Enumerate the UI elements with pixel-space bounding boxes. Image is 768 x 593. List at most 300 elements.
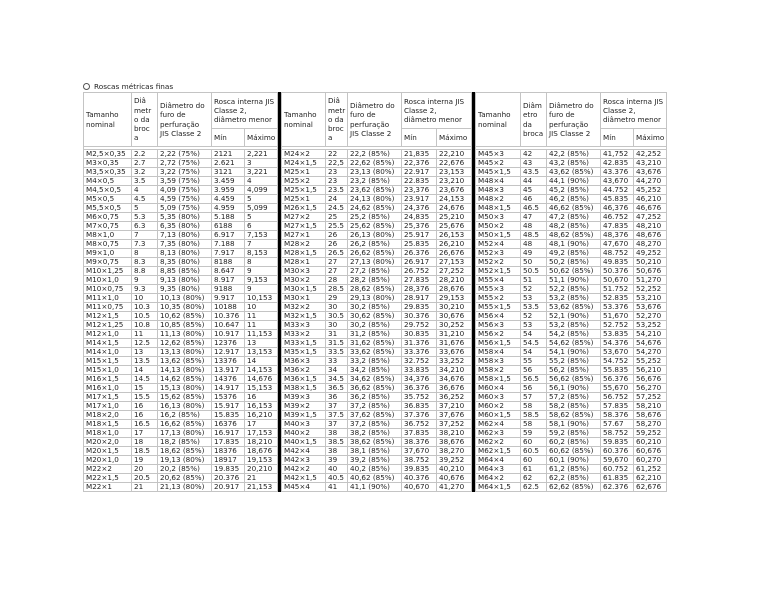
min-cell: 5.188 <box>212 213 245 222</box>
hole-cell: 42,2 (85%) <box>547 150 601 159</box>
max-cell: 28,210 <box>437 276 472 285</box>
hole-cell: 25,62 (85%) <box>348 222 402 231</box>
hole-cell: 40,62 (85%) <box>348 474 402 483</box>
max-cell: 38,676 <box>437 438 472 447</box>
hole-cell: 53,62 (85%) <box>547 303 601 312</box>
min-cell: 42.835 <box>601 159 634 168</box>
drill-cell: 46.5 <box>521 204 547 213</box>
min-cell: 8188 <box>212 258 245 267</box>
max-cell: 14,153 <box>245 366 278 375</box>
min-cell: 59.835 <box>601 438 634 447</box>
table-row <box>84 150 278 159</box>
hole-cell: 8,35 (80%) <box>158 258 212 267</box>
drill-cell: 38 <box>326 429 348 438</box>
size-cell: M64×2 <box>476 474 521 483</box>
drill-cell: 57 <box>521 393 547 402</box>
drill-cell: 52 <box>521 285 547 294</box>
drill-cell: 47 <box>521 213 547 222</box>
table-row <box>476 258 667 267</box>
hole-cell: 41,1 (90%) <box>348 483 402 492</box>
thread-table-group-3 <box>475 92 667 492</box>
min-cell: 51,670 <box>601 312 634 321</box>
drill-cell: 23 <box>326 177 348 186</box>
table-row <box>476 393 667 402</box>
min-cell: 58.752 <box>601 429 634 438</box>
hole-cell: 18,62 (85%) <box>158 447 212 456</box>
max-cell: 44,270 <box>634 177 667 186</box>
hole-cell: 37,2 (85%) <box>348 402 402 411</box>
size-cell: M42×2 <box>282 465 326 474</box>
max-cell: 46,676 <box>634 204 667 213</box>
max-cell: 11 <box>245 312 278 321</box>
min-cell: 49.835 <box>601 258 634 267</box>
drill-cell: 2.7 <box>132 159 158 168</box>
table-row <box>84 222 278 231</box>
drill-cell: 21 <box>132 483 158 492</box>
drill-cell: 10.5 <box>132 312 158 321</box>
table-row <box>476 420 667 429</box>
table-row <box>282 240 472 249</box>
max-cell: 18,210 <box>245 438 278 447</box>
table-row <box>476 303 667 312</box>
min-cell: 60.752 <box>601 465 634 474</box>
table-row <box>282 294 472 303</box>
drill-cell: 18 <box>132 438 158 447</box>
table-row <box>84 393 278 402</box>
drill-cell: 54 <box>521 330 547 339</box>
max-cell: 18,676 <box>245 447 278 456</box>
min-cell: 50,670 <box>601 276 634 285</box>
hole-cell: 23,2 (85%) <box>348 177 402 186</box>
size-cell: M42×4 <box>282 447 326 456</box>
max-cell: 38,270 <box>437 447 472 456</box>
min-cell: 18376 <box>212 447 245 456</box>
drill-cell: 20 <box>132 465 158 474</box>
max-cell: 23,676 <box>437 186 472 195</box>
drill-cell: 43.5 <box>521 168 547 177</box>
table-row <box>476 366 667 375</box>
max-cell: 54,270 <box>634 348 667 357</box>
size-cell: M8×0,75 <box>84 240 132 249</box>
drill-cell: 62 <box>521 474 547 483</box>
max-cell: 17 <box>245 420 278 429</box>
drill-cell: 54.5 <box>521 339 547 348</box>
max-cell: 56,676 <box>634 375 667 384</box>
hole-cell: 2,72 (75%) <box>158 159 212 168</box>
min-cell: 13376 <box>212 357 245 366</box>
size-cell: M30×1,5 <box>282 285 326 294</box>
hole-cell: 39,2 (85%) <box>348 456 402 465</box>
drill-cell: 38.5 <box>326 438 348 447</box>
size-cell: M56×2 <box>476 330 521 339</box>
max-cell: 45,252 <box>634 186 667 195</box>
table-row <box>84 186 278 195</box>
hole-cell: 8,13 (80%) <box>158 249 212 258</box>
max-cell: 46,210 <box>634 195 667 204</box>
hole-cell: 13,62 (85%) <box>158 357 212 366</box>
max-cell: 13 <box>245 339 278 348</box>
min-cell: 13.917 <box>212 366 245 375</box>
drill-cell: 36.5 <box>326 384 348 393</box>
size-cell: M56×1,5 <box>476 339 521 348</box>
drill-cell: 50 <box>521 258 547 267</box>
max-cell: 30,676 <box>437 312 472 321</box>
table-row <box>84 303 278 312</box>
header-hole: Diâmetro do furo de perfuração JIS Classe 2 <box>158 93 212 147</box>
size-cell: M60×1,5 <box>476 411 521 420</box>
hole-cell: 36,62 (85%) <box>348 384 402 393</box>
min-cell: 6.917 <box>212 231 245 240</box>
header-thread: Rosca interna JIS Classe 2, diâmetro menor <box>601 93 667 129</box>
drill-cell: 60.5 <box>521 447 547 456</box>
table-row <box>476 402 667 411</box>
header-size: Tamanho nominal <box>476 93 521 147</box>
drill-cell: 26 <box>326 240 348 249</box>
size-cell: M4,5×0,5 <box>84 186 132 195</box>
max-cell: 60,270 <box>634 456 667 465</box>
size-cell: M40×2 <box>282 429 326 438</box>
size-cell: M39×3 <box>282 393 326 402</box>
min-cell: 46.752 <box>601 213 634 222</box>
size-cell: M30×1 <box>282 294 326 303</box>
min-cell: 44.752 <box>601 186 634 195</box>
min-cell: 29.835 <box>402 303 437 312</box>
min-cell: 56.376 <box>601 375 634 384</box>
hole-cell: 53,2 (85%) <box>547 321 601 330</box>
hole-cell: 28,62 (85%) <box>348 285 402 294</box>
hole-cell: 50,62 (85%) <box>547 267 601 276</box>
size-cell: M60×2 <box>476 402 521 411</box>
min-cell: 52.835 <box>601 294 634 303</box>
drill-cell: 25.5 <box>326 222 348 231</box>
hole-cell: 43,62 (85%) <box>547 168 601 177</box>
min-cell: 43,670 <box>601 177 634 186</box>
table-row <box>282 465 472 474</box>
max-cell: 56,270 <box>634 384 667 393</box>
table-row <box>84 213 278 222</box>
drill-cell: 59 <box>521 429 547 438</box>
min-cell: 46,376 <box>601 204 634 213</box>
min-cell: 16.917 <box>212 429 245 438</box>
size-cell: M25×2 <box>282 177 326 186</box>
max-cell: 57,252 <box>634 393 667 402</box>
hole-cell: 50,2 (85%) <box>547 258 601 267</box>
min-cell: 24,835 <box>402 213 437 222</box>
hole-cell: 24,13 (80%) <box>348 195 402 204</box>
hole-cell: 17,13 (80%) <box>158 429 212 438</box>
table-row <box>282 222 472 231</box>
size-cell: M45×4 <box>282 483 326 492</box>
max-cell: 53,210 <box>634 294 667 303</box>
table-row <box>84 348 278 357</box>
size-cell: M64×4 <box>476 456 521 465</box>
table-row <box>282 429 472 438</box>
hole-cell: 2,22 (75%) <box>158 150 212 159</box>
max-cell: 26,210 <box>437 240 472 249</box>
circle-icon <box>83 83 90 90</box>
table-row <box>476 465 667 474</box>
drill-cell: 16 <box>132 411 158 420</box>
max-cell: 43,676 <box>634 168 667 177</box>
size-cell: M4×0,5 <box>84 177 132 186</box>
header-hole: Diâmetro do furo de perfuração JIS Classe 2 <box>547 93 601 147</box>
table-row <box>84 195 278 204</box>
table-row <box>282 285 472 294</box>
table-row <box>282 177 472 186</box>
hole-cell: 9,13 (80%) <box>158 276 212 285</box>
hole-cell: 59,2 (85%) <box>547 429 601 438</box>
size-cell: M22×1,5 <box>84 474 132 483</box>
max-cell: 30,210 <box>437 303 472 312</box>
table-row <box>476 312 667 321</box>
table-row <box>282 159 472 168</box>
table-row <box>476 195 667 204</box>
drill-cell: 30.5 <box>326 312 348 321</box>
table-row <box>84 240 278 249</box>
table-row <box>476 411 667 420</box>
table-row <box>282 357 472 366</box>
min-cell: 8.917 <box>212 276 245 285</box>
drill-cell: 15 <box>132 384 158 393</box>
max-cell: 54,210 <box>634 330 667 339</box>
header-thread: Rosca interna JIS Classe 2, diâmetro menor <box>212 93 278 129</box>
table-row <box>84 465 278 474</box>
size-cell: M8×1,0 <box>84 231 132 240</box>
hole-cell: 38,1 (85%) <box>348 447 402 456</box>
table-row <box>476 357 667 366</box>
table-row <box>84 456 278 465</box>
table-row <box>476 177 667 186</box>
min-cell: 15.917 <box>212 402 245 411</box>
size-cell: M9×0,75 <box>84 258 132 267</box>
drill-cell: 53 <box>521 294 547 303</box>
drill-cell: 29 <box>326 294 348 303</box>
table-row <box>476 438 667 447</box>
table-row <box>84 429 278 438</box>
header-max: Máximo <box>245 129 278 147</box>
hole-cell: 28,2 (85%) <box>348 276 402 285</box>
table-row <box>476 447 667 456</box>
min-cell: 10188 <box>212 303 245 312</box>
drill-cell: 51 <box>521 276 547 285</box>
size-cell: M15×1,5 <box>84 357 132 366</box>
hole-cell: 31,2 (85%) <box>348 330 402 339</box>
max-cell: 39,252 <box>437 456 472 465</box>
size-cell: M48×3 <box>476 186 521 195</box>
table-row <box>282 204 472 213</box>
size-cell: M64×3 <box>476 465 521 474</box>
hole-cell: 48,62 (85%) <box>547 231 601 240</box>
size-cell: M36×1,5 <box>282 375 326 384</box>
hole-cell: 26,2 (85%) <box>348 240 402 249</box>
size-cell: M20×2,0 <box>84 438 132 447</box>
hole-cell: 45,2 (85%) <box>547 186 601 195</box>
size-cell: M52×2 <box>476 258 521 267</box>
table-row <box>476 222 667 231</box>
table-row <box>476 240 667 249</box>
min-cell: 12.917 <box>212 348 245 357</box>
size-cell: M50×3 <box>476 213 521 222</box>
max-cell: 28,676 <box>437 285 472 294</box>
min-cell: 39.835 <box>402 465 437 474</box>
max-cell: 19,153 <box>245 456 278 465</box>
min-cell: 41,752 <box>601 150 634 159</box>
drill-cell: 33 <box>326 357 348 366</box>
hole-cell: 46,62 (85%) <box>547 204 601 213</box>
min-cell: 53.835 <box>601 330 634 339</box>
max-cell: 16 <box>245 393 278 402</box>
size-cell: M48×4 <box>476 177 521 186</box>
size-cell: M12×1,25 <box>84 321 132 330</box>
drill-cell: 7 <box>132 231 158 240</box>
hole-cell: 52,2 (85%) <box>547 285 601 294</box>
drill-cell: 44 <box>521 177 547 186</box>
size-cell: M45×3 <box>476 150 521 159</box>
size-cell: M62×3 <box>476 429 521 438</box>
max-cell: 22,676 <box>437 159 472 168</box>
table-row <box>84 294 278 303</box>
hole-cell: 12,62 (85%) <box>158 339 212 348</box>
drill-cell: 41 <box>326 483 348 492</box>
min-cell: 56.752 <box>601 393 634 402</box>
min-cell: 30.835 <box>402 330 437 339</box>
size-cell: M58×1,5 <box>476 375 521 384</box>
table-row <box>84 312 278 321</box>
max-cell: 5,099 <box>245 204 278 213</box>
max-cell: 54,676 <box>634 339 667 348</box>
drill-cell: 5 <box>132 204 158 213</box>
hole-cell: 57,2 (85%) <box>547 393 601 402</box>
header-size: Tamanho nominal <box>282 93 326 147</box>
max-cell: 7,153 <box>245 231 278 240</box>
table-row <box>282 195 472 204</box>
drill-cell: 45 <box>521 186 547 195</box>
size-cell: M30×3 <box>282 267 326 276</box>
hole-cell: 54,2 (85%) <box>547 330 601 339</box>
min-cell: 7.917 <box>212 249 245 258</box>
max-cell: 37,676 <box>437 411 472 420</box>
max-cell: 48,676 <box>634 231 667 240</box>
hole-cell: 23,13 (80%) <box>348 168 402 177</box>
min-cell: 37.835 <box>402 429 437 438</box>
hole-cell: 47,2 (85%) <box>547 213 601 222</box>
min-cell: 15376 <box>212 393 245 402</box>
min-cell: 26.376 <box>402 249 437 258</box>
min-cell: 10.917 <box>212 330 245 339</box>
size-cell: M58×2 <box>476 366 521 375</box>
min-cell: 38.376 <box>402 438 437 447</box>
hole-cell: 62,62 (85%) <box>547 483 601 492</box>
drill-cell: 58.5 <box>521 411 547 420</box>
hole-cell: 15,62 (85%) <box>158 393 212 402</box>
hole-cell: 37,2 (85%) <box>348 420 402 429</box>
max-cell: 60,210 <box>634 438 667 447</box>
hole-cell: 27,2 (85%) <box>348 267 402 276</box>
max-cell: 36,252 <box>437 393 472 402</box>
min-cell: 52.752 <box>601 321 634 330</box>
min-cell: 36.835 <box>402 402 437 411</box>
drill-cell: 17 <box>132 429 158 438</box>
min-cell: 3.959 <box>212 186 245 195</box>
hole-cell: 7,35 (80%) <box>158 240 212 249</box>
max-cell: 52,270 <box>634 312 667 321</box>
table-row <box>84 474 278 483</box>
min-cell: 36.376 <box>402 384 437 393</box>
size-cell: M36×3 <box>282 357 326 366</box>
size-cell: M55×1,5 <box>476 303 521 312</box>
max-cell: 13,153 <box>245 348 278 357</box>
hole-cell: 60,1 (90%) <box>547 456 601 465</box>
max-cell: 4 <box>245 177 278 186</box>
size-cell: M42×3 <box>282 456 326 465</box>
table-row <box>282 186 472 195</box>
size-cell: M10×1,25 <box>84 267 132 276</box>
size-cell: M58×4 <box>476 348 521 357</box>
table-row <box>476 456 667 465</box>
max-cell: 31,676 <box>437 339 472 348</box>
table-row <box>476 285 667 294</box>
max-cell: 43,210 <box>634 159 667 168</box>
max-cell: 60,676 <box>634 447 667 456</box>
hole-cell: 24,62 (85%) <box>348 204 402 213</box>
size-cell: M28×2 <box>282 240 326 249</box>
hole-cell: 43,2 (85%) <box>547 159 601 168</box>
hole-cell: 38,62 (85%) <box>348 438 402 447</box>
drill-cell: 8.8 <box>132 267 158 276</box>
drill-cell: 54 <box>521 348 547 357</box>
max-cell: 58,210 <box>634 402 667 411</box>
table-row <box>84 438 278 447</box>
table-caption <box>83 82 173 91</box>
size-cell: M52×4 <box>476 240 521 249</box>
hole-cell: 61,2 (85%) <box>547 465 601 474</box>
size-cell: M11×0,75 <box>84 303 132 312</box>
max-cell: 11,153 <box>245 330 278 339</box>
size-cell: M42×1,5 <box>282 474 326 483</box>
max-cell: 34,676 <box>437 375 472 384</box>
size-cell: M3,5×0,35 <box>84 168 132 177</box>
min-cell: 55.835 <box>601 366 634 375</box>
drill-cell: 61 <box>521 465 547 474</box>
table-row <box>282 402 472 411</box>
size-cell: M64×1,5 <box>476 483 521 492</box>
max-cell: 31,210 <box>437 330 472 339</box>
min-cell: 22.835 <box>402 177 437 186</box>
size-cell: M45×1,5 <box>476 168 521 177</box>
max-cell: 27,153 <box>437 258 472 267</box>
size-cell: M14×1,0 <box>84 348 132 357</box>
min-cell: 2121 <box>212 150 245 159</box>
max-cell: 2,221 <box>245 150 278 159</box>
drill-cell: 14 <box>132 366 158 375</box>
max-cell: 24,153 <box>437 195 472 204</box>
size-cell: M32×2 <box>282 303 326 312</box>
size-cell: M12×1,0 <box>84 330 132 339</box>
min-cell: 25,376 <box>402 222 437 231</box>
size-cell: M33×2 <box>282 330 326 339</box>
min-cell: 21,835 <box>402 150 437 159</box>
table-row <box>476 186 667 195</box>
size-cell: M30×2 <box>282 276 326 285</box>
max-cell: 10,153 <box>245 294 278 303</box>
drill-cell: 28 <box>326 276 348 285</box>
min-cell: 3121 <box>212 168 245 177</box>
table-row <box>476 384 667 393</box>
min-cell: 23.917 <box>402 195 437 204</box>
table-row <box>476 348 667 357</box>
drill-cell: 60 <box>521 438 547 447</box>
min-cell: 9188 <box>212 285 245 294</box>
